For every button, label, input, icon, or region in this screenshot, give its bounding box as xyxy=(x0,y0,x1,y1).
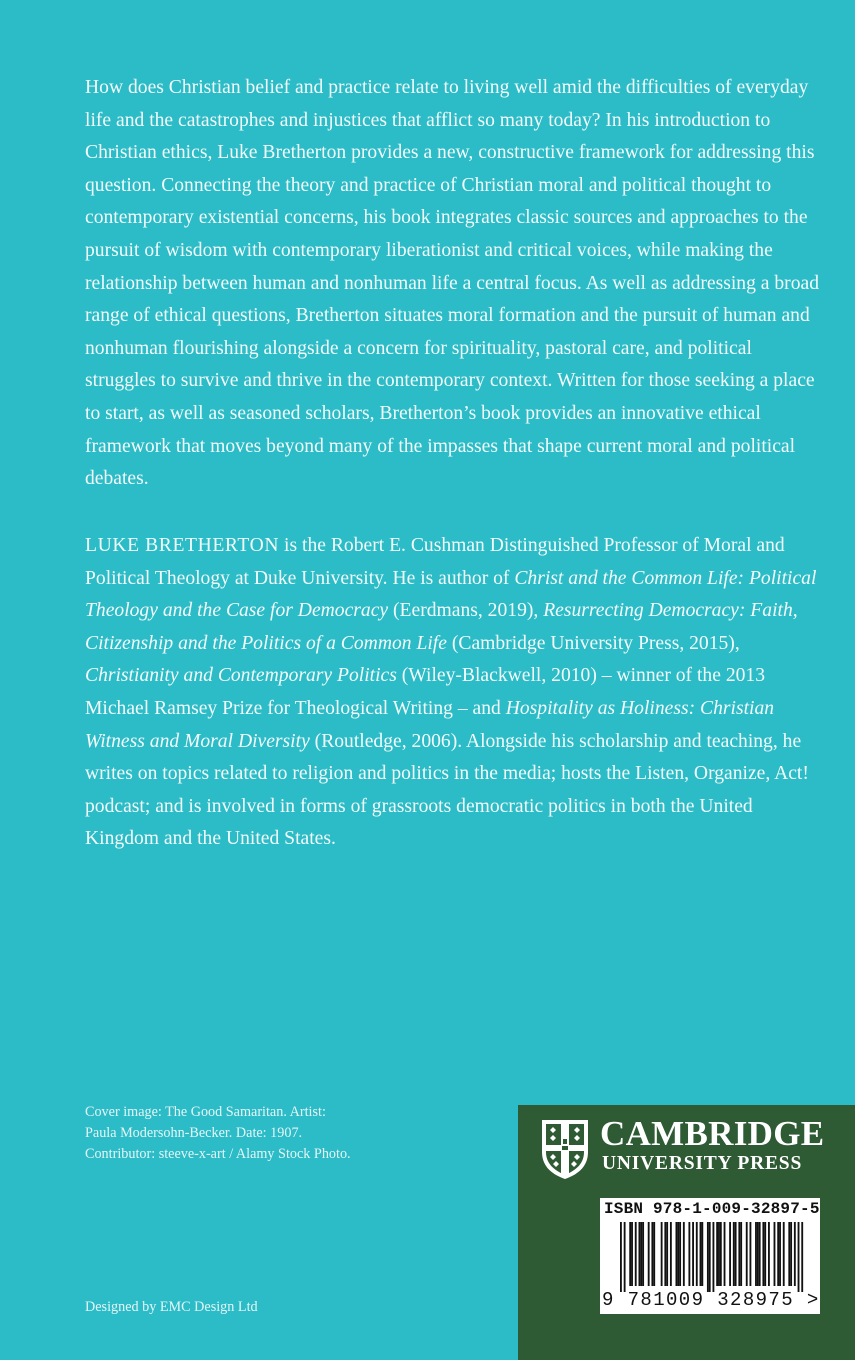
barcode-bar xyxy=(762,1222,764,1286)
bio-text-4: (Wiley-Blackwell, 2010) – winner of the 2013 Michael Ramsey Prize for Theological Writing – and xyxy=(85,665,766,719)
barcode-bar xyxy=(639,1222,641,1286)
credit-line: Contributor: steeve-x-art / Alamy Stock Photo. xyxy=(85,1146,351,1162)
barcode-bar xyxy=(692,1222,694,1286)
barcode-bar xyxy=(679,1222,681,1286)
credit-line: Cover image: The Good Samaritan. Artist: xyxy=(85,1104,326,1120)
bio-text-1: is the Robert E. Cushman Distinguished Professor of Moral and Political Theology at Duke University. He is author of xyxy=(85,535,785,589)
barcode-bar xyxy=(661,1222,663,1286)
barcode-bar xyxy=(801,1222,803,1292)
barcode-bar xyxy=(733,1222,735,1286)
barcode-bar xyxy=(670,1222,672,1286)
barcode-bar xyxy=(683,1222,685,1286)
barcode-bar xyxy=(666,1222,668,1286)
barcode-bar xyxy=(700,1222,702,1286)
barcode-bar xyxy=(794,1222,796,1286)
bio-text-2: (Eerdmans, 2019), xyxy=(388,600,544,622)
barcode-bar xyxy=(757,1222,759,1286)
barcode-bar xyxy=(696,1222,698,1286)
barcode-bar xyxy=(718,1222,720,1286)
barcode-bar xyxy=(707,1222,709,1292)
barcode-bar xyxy=(676,1222,678,1286)
book-title-4: Hospitality as Holiness: Christian Witness and Moral Diversity xyxy=(85,697,775,752)
author-biography xyxy=(85,530,825,856)
barcode-bar xyxy=(777,1222,779,1286)
barcode-bar xyxy=(774,1222,776,1286)
barcode-bar xyxy=(755,1222,757,1286)
ean-digits: 9 781009 328975 > xyxy=(602,1289,820,1311)
barcode-bar xyxy=(642,1222,644,1286)
barcode-bar xyxy=(664,1222,666,1286)
barcode-bar xyxy=(677,1222,679,1286)
cover-credits xyxy=(85,1102,485,1165)
barcode-bar xyxy=(779,1222,781,1286)
barcode-bar xyxy=(750,1222,752,1286)
barcode-bar xyxy=(735,1222,737,1286)
book-title-1: Christ and the Common Life: Political Theology and the Case for Democracy xyxy=(85,567,817,622)
barcode-bar xyxy=(620,1222,622,1292)
barcode-bar xyxy=(709,1222,711,1292)
publisher-name: CAMBRIDGE xyxy=(600,1114,825,1153)
author-name: LUKE BRETHERTON xyxy=(85,535,280,556)
isbn-number: ISBN 978-1-009-32897-5 xyxy=(604,1200,820,1218)
barcode-bar xyxy=(798,1222,800,1292)
barcode-bar xyxy=(624,1222,626,1292)
barcode-bar xyxy=(651,1222,653,1286)
barcode-bar xyxy=(716,1222,718,1286)
publisher-panel xyxy=(518,1105,855,1360)
barcode-bar xyxy=(759,1222,761,1286)
barcode-bar xyxy=(746,1222,748,1286)
barcode-bar xyxy=(629,1222,631,1286)
barcode-bar xyxy=(713,1222,715,1292)
barcode-bar xyxy=(738,1222,740,1286)
cambridge-shield-icon xyxy=(540,1118,590,1180)
barcode-bar xyxy=(790,1222,792,1286)
designer-credit: Designed by EMC Design Ltd xyxy=(85,1299,258,1315)
barcode-bar xyxy=(701,1222,703,1286)
barcode-bar xyxy=(653,1222,655,1286)
barcode-bar xyxy=(740,1222,742,1286)
barcode-bar xyxy=(688,1222,690,1286)
credit-line: Paula Modersohn-Becker. Date: 1907. xyxy=(85,1125,303,1141)
book-description: How does Christian belief and practice relate to living well amid the difficulties of everyday life and the catastrophes and injustices that afflict so many today? In his introduction to Christian ethics, Luke Bretherton provides a new, constructive framework for addressing this question. Connecting the theory and practice of Christian moral and political thought to contemporary existential concerns, his book integrates classic sources and approaches to the pursuit of wisdom with contemporary liberationist and critical voices, while making the relationship between human and nonhuman life a central focus. As well as addressing a broad range of ethical questions, Bretherton situates moral formation and the pursuit of human and nonhuman flourishing alongside a concern for spirituality, pastoral care, and political struggles to survive and thrive in the contemporary context. Written for those seeking a place to start, as well as seasoned scholars, Bretherton’s book provides an innovative ethical framework that moves beyond many of the impasses that shape current moral and political debates. xyxy=(85,77,819,490)
barcode-bar xyxy=(783,1222,785,1286)
barcode-bar xyxy=(720,1222,722,1286)
bio-text-3: (Cambridge University Press, 2015), xyxy=(446,632,740,654)
barcode-bar xyxy=(764,1222,766,1286)
barcode-bar xyxy=(729,1222,731,1286)
barcode-bar xyxy=(640,1222,642,1286)
barcode-bar xyxy=(631,1222,633,1286)
barcode-bar xyxy=(788,1222,790,1286)
publisher-subname: UNIVERSITY PRESS xyxy=(602,1153,803,1174)
bio-text-5: (Routledge, 2006). Alongside his scholarship and teaching, he writes on topics related to religion and politics in the media; hosts the Listen, Organize, Act! podcast; and is involved in forms of grassroots democratic politics in both the United Kingdom and the United States. xyxy=(85,730,809,850)
barcode-bar xyxy=(635,1222,637,1286)
book-title-2: Resurrecting Democracy: Faith, Citizenship and the Politics of a Common Life xyxy=(85,600,798,654)
barcode-bar xyxy=(724,1222,726,1286)
isbn-barcode xyxy=(600,1198,820,1314)
barcode-bar xyxy=(768,1222,770,1286)
barcode-bar xyxy=(648,1222,650,1286)
book-title-3: Christianity and Contemporary Politics xyxy=(85,665,397,687)
